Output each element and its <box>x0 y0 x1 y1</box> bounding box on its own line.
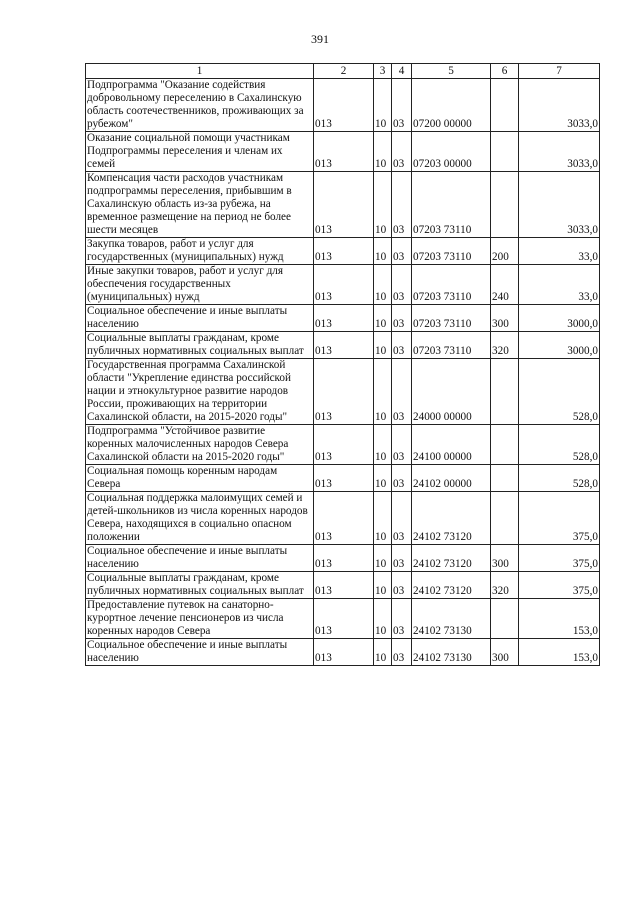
row-name: Социальное обеспечение и иные выплаты населению <box>86 639 314 666</box>
header-row <box>86 64 600 79</box>
subsection-code: 03 <box>392 425 412 465</box>
ministry-code: 013 <box>314 132 374 172</box>
table-row <box>86 639 600 666</box>
subsection-code: 03 <box>392 172 412 238</box>
amount: 153,0 <box>519 599 600 639</box>
target-article-code: 07203 73110 <box>412 332 491 359</box>
column-header: 3 <box>374 64 392 79</box>
row-name: Закупка товаров, работ и услуг для государственных (муниципальных) нужд <box>86 238 314 265</box>
expense-type-code <box>491 492 519 545</box>
table-row <box>86 545 600 572</box>
expense-type-code <box>491 465 519 492</box>
amount: 375,0 <box>519 492 600 545</box>
ministry-code: 013 <box>314 465 374 492</box>
expense-type-code: 240 <box>491 265 519 305</box>
ministry-code: 013 <box>314 572 374 599</box>
column-header: 2 <box>314 64 374 79</box>
table-row <box>86 238 600 265</box>
ministry-code: 013 <box>314 599 374 639</box>
section-code: 10 <box>374 305 392 332</box>
section-code: 10 <box>374 425 392 465</box>
target-article-code: 24000 00000 <box>412 359 491 425</box>
ministry-code: 013 <box>314 172 374 238</box>
target-article-code: 07203 73110 <box>412 265 491 305</box>
subsection-code: 03 <box>392 492 412 545</box>
expense-type-code <box>491 172 519 238</box>
expense-type-code <box>491 359 519 425</box>
row-name: Социальное обеспечение и иные выплаты населению <box>86 305 314 332</box>
subsection-code: 03 <box>392 305 412 332</box>
section-code: 10 <box>374 238 392 265</box>
amount: 375,0 <box>519 545 600 572</box>
column-header: 4 <box>392 64 412 79</box>
table-row <box>86 79 600 132</box>
section-code: 10 <box>374 572 392 599</box>
ministry-code: 013 <box>314 545 374 572</box>
section-code: 10 <box>374 599 392 639</box>
row-name: Социальное обеспечение и иные выплаты населению <box>86 545 314 572</box>
column-header: 6 <box>491 64 519 79</box>
row-name: Компенсация части расходов участникам подпрограммы переселения, прибывшим в Сахалинскую область из-за рубежа, на временное размещение на период не более шести месяцев <box>86 172 314 238</box>
amount: 375,0 <box>519 572 600 599</box>
row-name: Социальные выплаты гражданам, кроме публичных нормативных социальных выплат <box>86 572 314 599</box>
expense-type-code: 300 <box>491 545 519 572</box>
subsection-code: 03 <box>392 238 412 265</box>
table-row <box>86 465 600 492</box>
subsection-code: 03 <box>392 572 412 599</box>
section-code: 10 <box>374 172 392 238</box>
subsection-code: 03 <box>392 79 412 132</box>
subsection-code: 03 <box>392 359 412 425</box>
ministry-code: 013 <box>314 425 374 465</box>
table-row <box>86 425 600 465</box>
row-name: Социальная поддержка малоимущих семей и детей-школьников из числа коренных народов Севера, находящихся в социально опасном положении <box>86 492 314 545</box>
budget-table <box>85 63 600 666</box>
column-header: 5 <box>412 64 491 79</box>
section-code: 10 <box>374 465 392 492</box>
amount: 3000,0 <box>519 332 600 359</box>
table-row <box>86 332 600 359</box>
ministry-code: 013 <box>314 359 374 425</box>
expense-type-code <box>491 79 519 132</box>
amount: 3033,0 <box>519 79 600 132</box>
target-article-code: 07203 00000 <box>412 132 491 172</box>
table-row <box>86 492 600 545</box>
subsection-code: 03 <box>392 332 412 359</box>
section-code: 10 <box>374 639 392 666</box>
ministry-code: 013 <box>314 492 374 545</box>
row-name: Оказание социальной помощи участникам Подпрограммы переселения и членам их семей <box>86 132 314 172</box>
ministry-code: 013 <box>314 238 374 265</box>
ministry-code: 013 <box>314 305 374 332</box>
ministry-code: 013 <box>314 332 374 359</box>
target-article-code: 24102 73120 <box>412 572 491 599</box>
target-article-code: 24102 73120 <box>412 545 491 572</box>
subsection-code: 03 <box>392 465 412 492</box>
target-article-code: 24102 73130 <box>412 639 491 666</box>
section-code: 10 <box>374 132 392 172</box>
section-code: 10 <box>374 332 392 359</box>
subsection-code: 03 <box>392 639 412 666</box>
target-article-code: 07203 73110 <box>412 238 491 265</box>
row-name: Социальная помощь коренным народам Севера <box>86 465 314 492</box>
target-article-code: 24102 00000 <box>412 465 491 492</box>
table-row <box>86 599 600 639</box>
expense-type-code: 320 <box>491 572 519 599</box>
ministry-code: 013 <box>314 265 374 305</box>
row-name: Подпрограмма "Устойчивое развитие коренных малочисленных народов Севера Сахалинской области на 2015-2020 годы" <box>86 425 314 465</box>
section-code: 10 <box>374 492 392 545</box>
amount: 153,0 <box>519 639 600 666</box>
expense-type-code: 320 <box>491 332 519 359</box>
expense-type-code: 300 <box>491 639 519 666</box>
expense-type-code <box>491 599 519 639</box>
row-name: Предоставление путевок на санаторно-курортное лечение пенсионеров из числа коренных народов Севера <box>86 599 314 639</box>
target-article-code: 24102 73130 <box>412 599 491 639</box>
section-code: 10 <box>374 265 392 305</box>
page-number: 391 <box>311 32 329 46</box>
amount: 33,0 <box>519 265 600 305</box>
section-code: 10 <box>374 545 392 572</box>
subsection-code: 03 <box>392 265 412 305</box>
amount: 528,0 <box>519 465 600 492</box>
expense-type-code <box>491 132 519 172</box>
expense-type-code <box>491 425 519 465</box>
target-article-code: 07203 73110 <box>412 172 491 238</box>
table-row <box>86 132 600 172</box>
row-name: Подпрограмма "Оказание содействия добровольному переселению в Сахалинскую область соотечественников, проживающих за рубежом" <box>86 79 314 132</box>
subsection-code: 03 <box>392 599 412 639</box>
section-code: 10 <box>374 359 392 425</box>
ministry-code: 013 <box>314 639 374 666</box>
column-header: 7 <box>519 64 600 79</box>
subsection-code: 03 <box>392 132 412 172</box>
table-row <box>86 265 600 305</box>
amount: 528,0 <box>519 425 600 465</box>
amount: 33,0 <box>519 238 600 265</box>
expense-type-code: 200 <box>491 238 519 265</box>
table-body <box>86 79 600 666</box>
target-article-code: 24100 00000 <box>412 425 491 465</box>
table-row <box>86 572 600 599</box>
table-row <box>86 359 600 425</box>
column-header: 1 <box>86 64 314 79</box>
section-code: 10 <box>374 79 392 132</box>
row-name: Иные закупки товаров, работ и услуг для обеспечения государственных (муниципальных) нужд <box>86 265 314 305</box>
target-article-code: 07200 00000 <box>412 79 491 132</box>
table-row <box>86 305 600 332</box>
row-name: Социальные выплаты гражданам, кроме публичных нормативных социальных выплат <box>86 332 314 359</box>
target-article-code: 07203 73110 <box>412 305 491 332</box>
subsection-code: 03 <box>392 545 412 572</box>
amount: 3033,0 <box>519 172 600 238</box>
amount: 3033,0 <box>519 132 600 172</box>
amount: 528,0 <box>519 359 600 425</box>
table-row <box>86 172 600 238</box>
row-name: Государственная программа Сахалинской области "Укрепление единства российской нации и этнокультурное развитие народов России, проживающих на территории Сахалинской области, на 2015-2020 годы" <box>86 359 314 425</box>
target-article-code: 24102 73120 <box>412 492 491 545</box>
expense-type-code: 300 <box>491 305 519 332</box>
amount: 3000,0 <box>519 305 600 332</box>
ministry-code: 013 <box>314 79 374 132</box>
